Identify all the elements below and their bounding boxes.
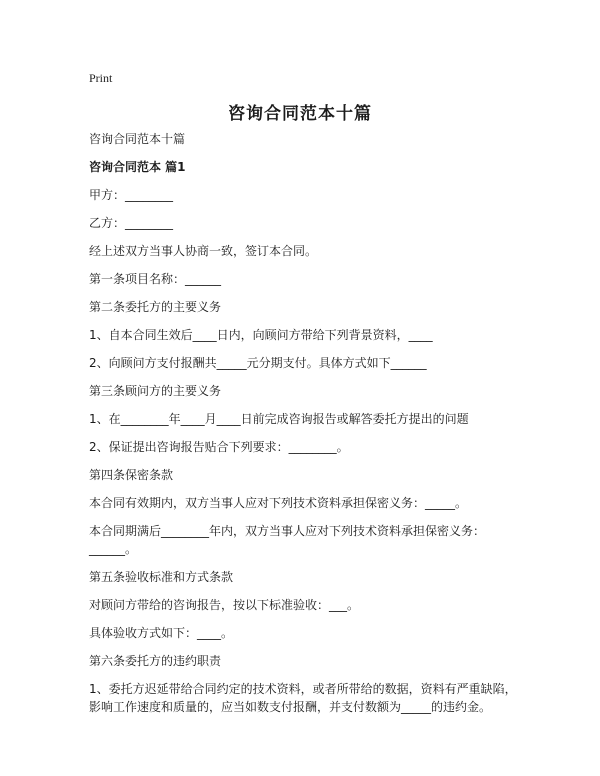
paragraph-party-a: 甲方：________ — [89, 188, 174, 202]
paragraph-party-b: 乙方：________ — [89, 216, 174, 230]
document-title: 咨询合同范本十篇 — [228, 104, 372, 124]
paragraph-article-2: 第二条委托方的主要义务 — [89, 300, 222, 314]
paragraph-article-4-item-2: 本合同期满后________年内，双方当事人应对下列技术资料承担保密义务：______。 — [89, 524, 486, 556]
paragraph-article-6: 第六条委托方的违约职责 — [89, 654, 222, 668]
paragraph-agreement: 经上述双方当事人协商一致，签订本合同。 — [89, 244, 318, 258]
print-label[interactable]: Print — [89, 71, 113, 85]
paragraph-article-3: 第三条顾问方的主要义务 — [89, 384, 222, 398]
paragraph-article-5-item-1: 对顾问方带给的咨询报告，按以下标准验收：___。 — [89, 598, 360, 612]
section-heading: 咨询合同范本 篇1 — [89, 160, 186, 174]
paragraph-article-4-item-1: 本合同有效期内，双方当事人应对下列技术资料承担保密义务：_____。 — [89, 496, 468, 510]
paragraph-article-2-item-1: 1、自本合同生效后____日内，向顾问方带给下列背景资料，____ — [89, 328, 433, 342]
paragraph-article-5: 第五条验收标准和方式条款 — [89, 570, 234, 584]
paragraph-article-4: 第四条保密条款 — [89, 468, 174, 482]
paragraph-article-6-item-1: 1、委托方迟延带给合同约定的技术资料，或者所带给的数据，资料有严重缺陷，影响工作速度和质量的，应当如数支付报酬，并支付数额为_____的违约金。 — [89, 682, 517, 714]
paragraph-article-3-item-2: 2、保证提出咨询报告贴合下列要求：________。 — [89, 440, 349, 454]
paragraph-article-5-item-2: 具体验收方式如下：____。 — [89, 626, 234, 640]
paragraph-article-3-item-1: 1、在________年____月____日前完成咨询报告或解答委托方提出的问题 — [89, 412, 469, 426]
paragraph-article-2-item-2: 2、向顾问方支付报酬共_____元分期支付。具体方式如下______ — [89, 356, 427, 370]
paragraph-article-1: 第一条项目名称：______ — [89, 272, 222, 286]
document-subtitle: 咨询合同范本十篇 — [89, 132, 186, 146]
